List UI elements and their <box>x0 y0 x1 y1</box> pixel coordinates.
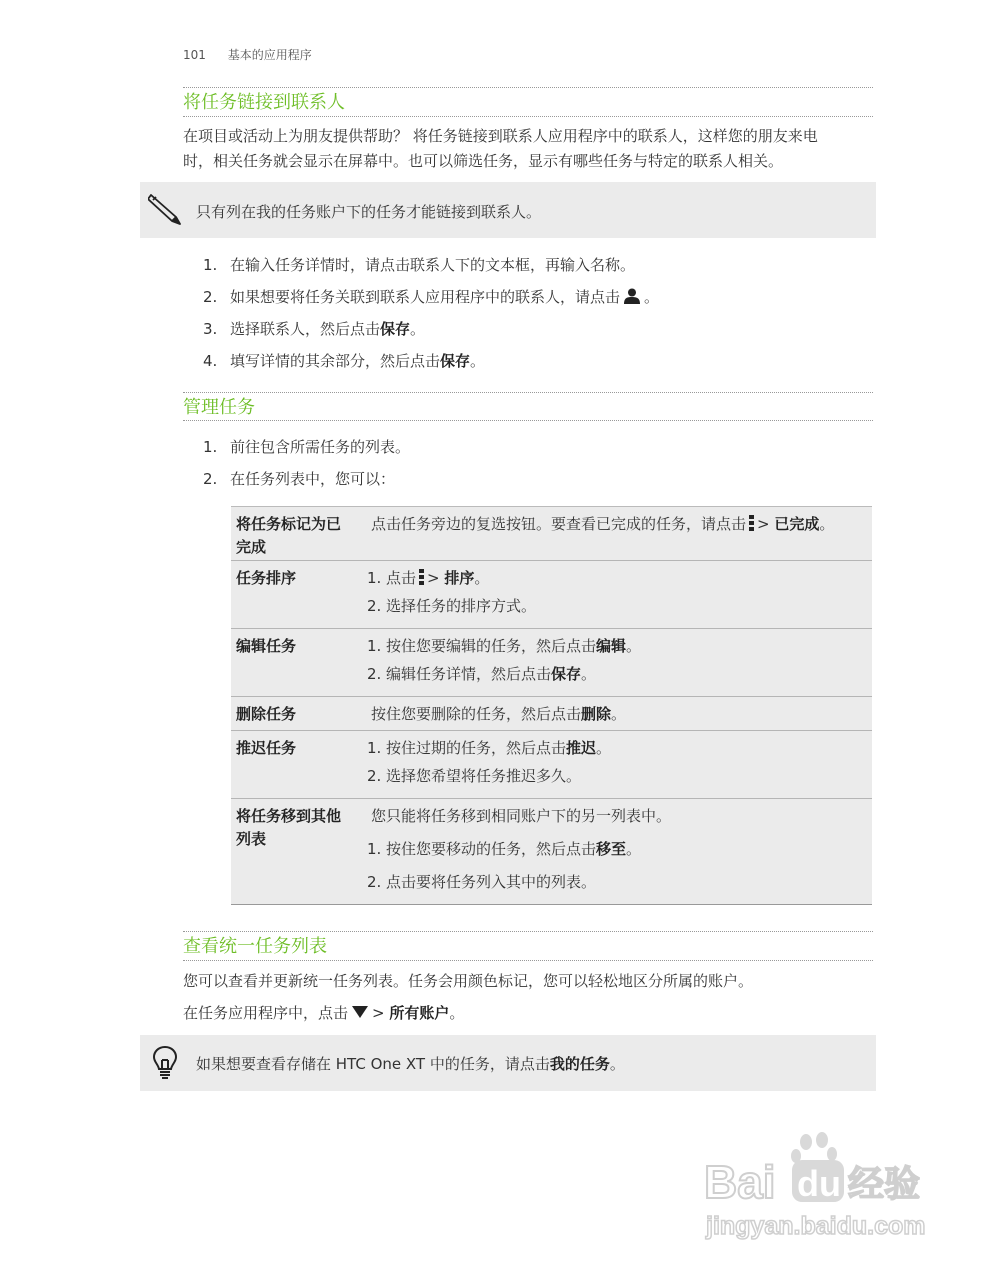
list-item: 2. 如果想要将任务关联到联系人应用程序中的联系人，请点击 。 <box>203 288 660 306</box>
section-heading-unified-list: 查看统一任务列表 <box>183 936 327 957</box>
list-item: 3. 选择联系人，然后点击保存。 <box>203 320 426 338</box>
lightbulb-icon <box>152 1045 178 1085</box>
list-item: 2. 在任务列表中，您可以： <box>203 470 396 488</box>
row-description: 按住您要删除的任务，然后点击删除。 <box>371 705 627 723</box>
baidu-watermark <box>700 1130 935 1245</box>
section-heading-manage-tasks: 管理任务 <box>183 397 255 418</box>
watermark-brand: Bai <box>704 1156 776 1208</box>
row-description <box>368 567 868 618</box>
tip-text: 如果想要查看存储在 HTC One XT 中的任务，请点击我的任务。 <box>196 1055 625 1073</box>
divider <box>183 960 873 961</box>
chapter-title: 基本的应用程序 <box>227 48 312 62</box>
list-item: 1. 按住您要移动的任务，然后点击移至。 <box>367 840 642 858</box>
task-actions-table <box>231 506 872 905</box>
divider <box>183 116 873 117</box>
person-icon <box>624 288 640 304</box>
link-steps-list <box>203 253 659 381</box>
unified-list-description: 您可以查看并更新统一任务列表。任务会用颜色标记，您可以轻松地区分所属的账户。 <box>183 972 754 990</box>
tip-box <box>140 1035 876 1091</box>
table-row <box>231 629 872 697</box>
divider <box>183 87 873 88</box>
row-label: 任务排序 <box>236 569 297 587</box>
menu-kebab-icon <box>419 569 424 585</box>
row-label: 推迟任务 <box>236 739 297 757</box>
row-label: 删除任务 <box>236 705 297 723</box>
row-label: 编辑任务 <box>236 637 297 655</box>
note-text: 只有列在我的任务账户下的任务才能链接到联系人。 <box>196 203 542 221</box>
menu-kebab-icon <box>749 515 754 531</box>
table-row <box>231 799 872 905</box>
section1-intro: 在项目或活动上为朋友提供帮助？ 将任务链接到联系人应用程序中的联系人，这样您的朋友来电 时，相关任务就会显示在屏幕中。也可以筛选任务，显示有哪些任务与特定的联系人相关。 <box>183 127 818 170</box>
list-item: 1. 点击 > 排序。 <box>367 569 490 587</box>
row-description <box>368 635 868 686</box>
table-row <box>231 561 872 629</box>
list-item: 1. 前往包含所需任务的列表。 <box>203 438 411 456</box>
list-item: 2. 选择您希望将任务推迟多久。 <box>367 767 582 785</box>
table-row <box>231 731 872 799</box>
list-item: 2. 编辑任务详情，然后点击保存。 <box>367 665 597 683</box>
watermark-jingyan: 经验 <box>848 1164 921 1205</box>
manage-steps-list <box>203 435 410 499</box>
section-heading-link-tasks: 将任务链接到联系人 <box>183 92 345 113</box>
unified-list-instruction: 在任务应用程序中，点击 > 所有账户。 <box>183 1004 465 1022</box>
row-label: 将任务移到其他 列表 <box>236 807 342 848</box>
list-item: 1. 在输入任务详情时，请点击联系人下的文本框，再输入名称。 <box>203 256 636 274</box>
list-item: 4. 填写详情的其余部分，然后点击保存。 <box>203 352 486 370</box>
list-item: 1. 按住您要编辑的任务，然后点击编辑。 <box>367 637 642 655</box>
row-description: 您只能将任务移到相同账户下的另一列表中。 1. 按住您要移动的任务，然后点击移至。 2. 点击要将任务列入其中的列表。 <box>371 805 871 894</box>
divider <box>183 392 873 393</box>
watermark-url: jingyan.baidu.com <box>706 1212 926 1240</box>
row-label: 将任务标记为已 完成 <box>236 515 342 556</box>
baidu-paw-icon <box>791 1132 837 1163</box>
row-description <box>368 737 868 788</box>
list-item: 2. 点击要将任务列入其中的列表。 <box>367 873 597 891</box>
table-row <box>231 697 872 731</box>
page-header <box>183 46 312 63</box>
divider <box>183 420 873 421</box>
note-box <box>140 182 876 238</box>
table-row <box>231 507 872 561</box>
row-description: 点击任务旁边的复选按钮。要查看已完成的任务，请点击 > 已完成。 <box>371 515 835 533</box>
pencil-icon <box>148 190 184 230</box>
list-item: 1. 按住过期的任务，然后点击推迟。 <box>367 739 612 757</box>
triangle-down-icon <box>352 1006 368 1018</box>
divider <box>183 931 873 932</box>
list-item: 2. 选择任务的排序方式。 <box>367 597 537 615</box>
page-number: 101 <box>183 48 206 62</box>
watermark-du: du <box>797 1163 841 1204</box>
